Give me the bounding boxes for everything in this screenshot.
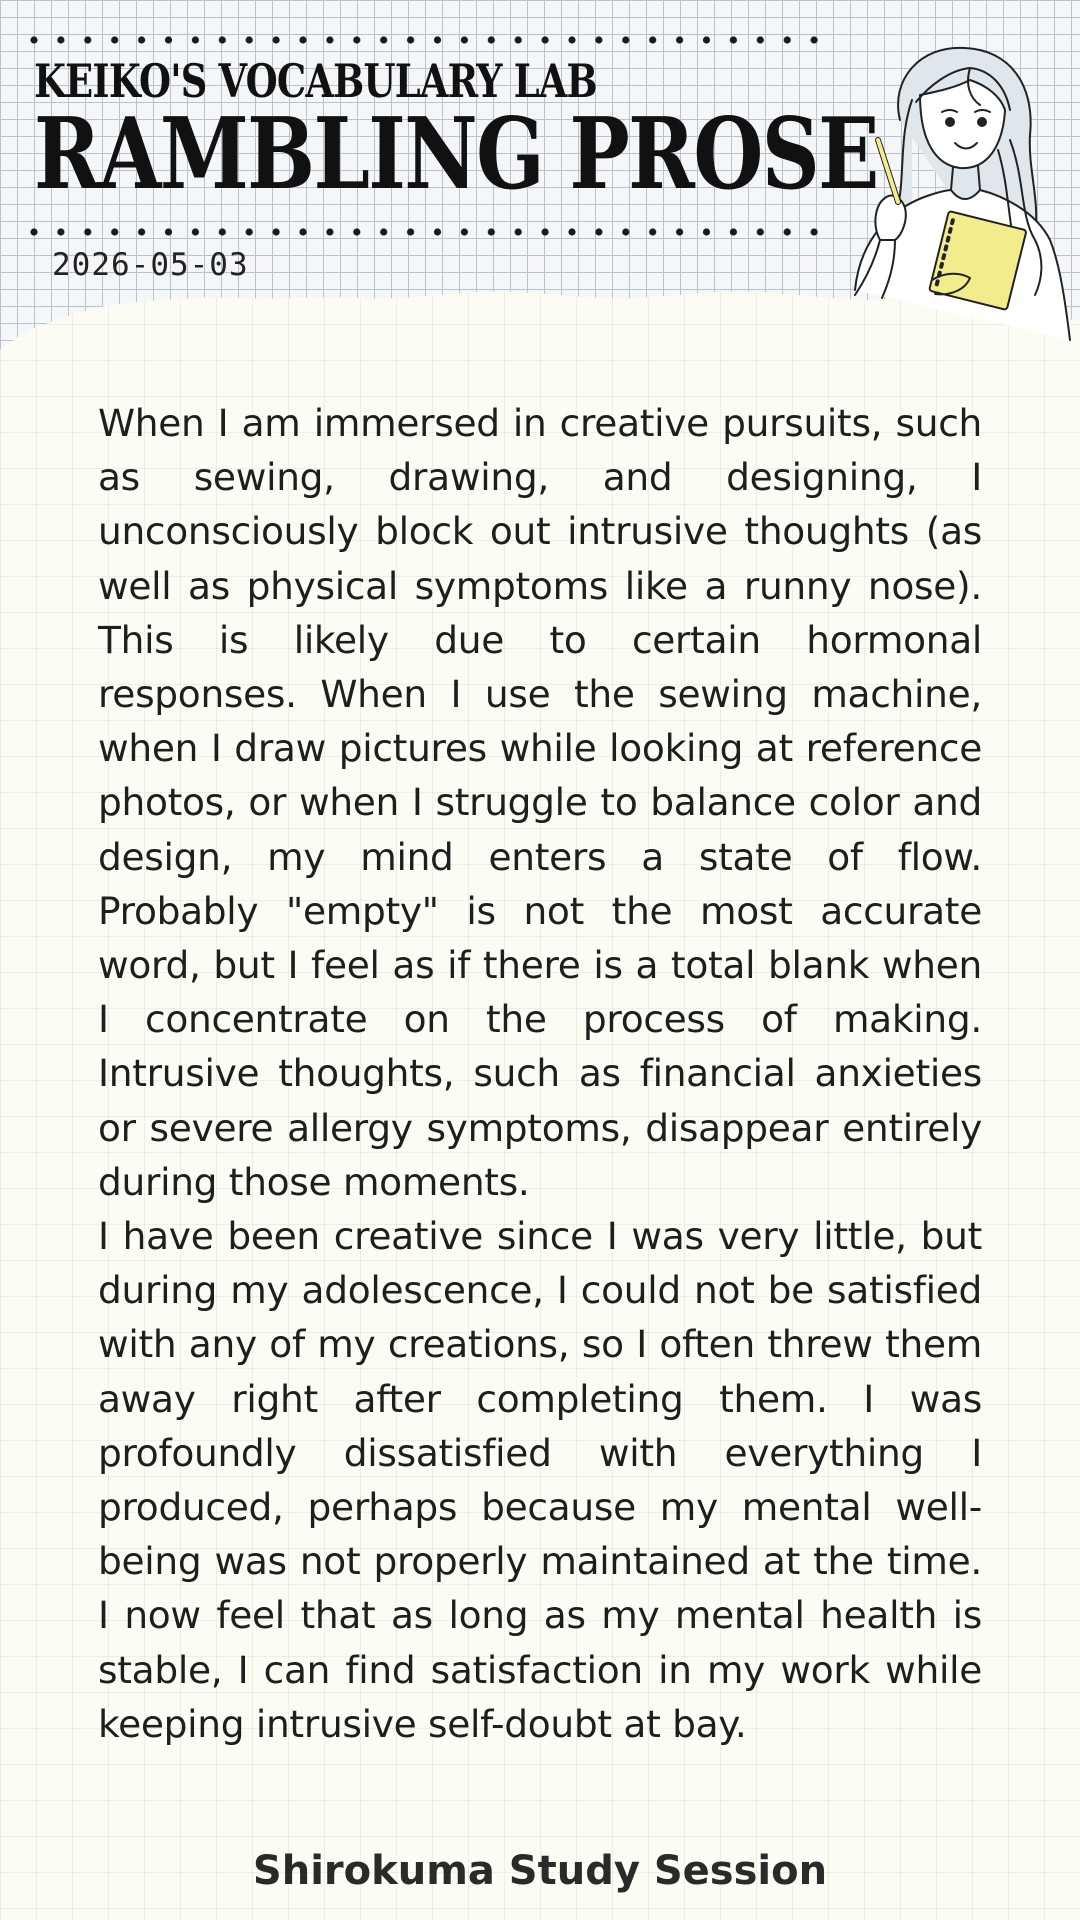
footer-label: Shirokuma Study Session <box>252 1848 828 1894</box>
header-titles <box>34 54 878 212</box>
paragraph: I have been creative since I was very little, but during my adolescence, I could not be satisfied with any of my creations, so I often threw them away right after completing them. I was profoundly dissatisfied with everything I produced, perhaps because my mental well-being was not properly maintained at the time. I now feel that as long as my mental health is stable, I can find satisfaction in my work while keeping intrusive self-doubt at bay. <box>98 1214 982 1746</box>
article-body <box>98 396 982 1751</box>
dotted-divider-bottom <box>30 227 820 237</box>
post-date: 2026-05-03 <box>52 247 249 283</box>
lab-name: KEIKO'S VOCABULARY LAB <box>34 54 597 108</box>
dotted-divider-top <box>30 35 820 45</box>
woman-with-notebook-icon <box>820 40 1080 350</box>
paragraph: When I am immersed in creative pursuits, such as sewing, drawing, and designing, I unconsciously block out intrusive thoughts (as well as physical symptoms like a runny nose). This is likely due to certain hormonal responses. When I use the sewing machine, when I draw pictures while looking at reference photos, or when I struggle to balance color and design, my mind enters a state of flow. Probably "empty" is not the most accurate word, but I feel as if there is a total blank when I concentrate on the process of making. Intrusive thoughts, such as financial anxieties or severe allergy symptoms, disappear entirely during those moments. <box>98 401 982 1204</box>
header <box>0 0 1080 360</box>
page-title: RAMBLING PROSE <box>34 97 878 212</box>
